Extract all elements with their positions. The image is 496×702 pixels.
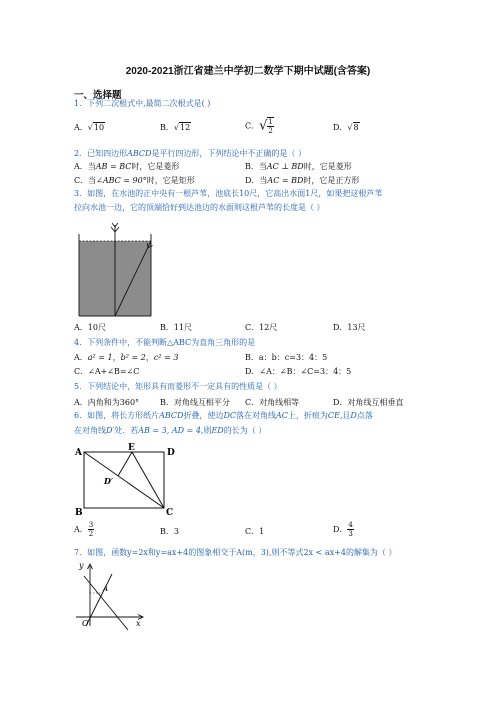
q7-math: 2x < ax+4 [303, 548, 346, 557]
diagonal-ac [84, 452, 164, 508]
q7-math: y=ax+4 [155, 548, 189, 557]
fold-line-ce [132, 452, 164, 508]
q4-option-a-math: c² = 3 [153, 353, 179, 362]
q2-option-a-letter: A．当 [74, 162, 96, 171]
q4-option-a-letter: A． [74, 353, 88, 362]
q1-option-d [333, 122, 360, 133]
q5-stem: 5．下列结论中，矩形具有而菱形不一定具有的性质是（ ） [74, 382, 282, 391]
q3-option-b: B．11尺 [160, 323, 193, 332]
segment-ed-prime [118, 452, 132, 476]
q6-math: AB = 3, AD = 4, [138, 426, 204, 435]
label-x: x [136, 619, 141, 628]
q1-option-a [74, 122, 105, 133]
q6-text: 且 [342, 411, 351, 420]
q1-option-c-letter: C． [245, 121, 260, 131]
page-title: 2020-2021浙江省建兰中学初二数学下期中试题(含答案) [125, 66, 371, 77]
q6-text: 折叠，使边 [183, 411, 224, 420]
q5-option-b: B．对角线互相平分 [160, 398, 230, 407]
q6-option-a-letter: A． [74, 525, 88, 534]
q7-text: 的图象相交于A(m，3),则不等式 [188, 548, 304, 557]
fraction-denominator: 2 [88, 530, 94, 538]
q5-option-a: A．内角和为360° [74, 398, 140, 407]
q2-option-d-math: AC = BD [267, 176, 304, 185]
q1-option-b-letter: B． [160, 123, 174, 132]
q6-option-c-value: 1 [259, 527, 265, 536]
q2-option-a-math: AB = BC [95, 162, 132, 171]
q4-option-a-math: a² = 1 [87, 353, 113, 362]
q6-math: ABCD [159, 411, 184, 420]
q7-math: y=2x [127, 548, 148, 557]
q3-option-a: A．10尺 [74, 323, 106, 332]
q6-text: 则 [203, 426, 212, 435]
q6-option-b [160, 526, 179, 537]
q4-option-c: C．∠A+∠B=∠C [74, 367, 140, 376]
q4-stem: 4．下列条件中，不能判断△ABC为直角三角形的是 [74, 338, 256, 347]
q6-text: 落在对角线 [235, 411, 276, 420]
q4-option-d: D．∠A：∠B：∠C=3：4：5 [245, 367, 352, 376]
fraction-denominator: 2 [268, 127, 273, 135]
q6-line2 [74, 426, 266, 436]
q4-option-b: B．a：b：c=3：4：5 [245, 353, 328, 362]
q3-line2: 拉向水池一边，它的顶端恰好到达池边的水面则这根芦苇的长度是（ ） [74, 203, 325, 212]
q2-option-c-tail: 时，它是矩形 [146, 176, 195, 185]
q5-option-d: D．对角线互相垂直 [333, 398, 404, 407]
q2-stem-text: 2．已知四边形 [74, 149, 128, 158]
q3-option-d: D．13尺 [333, 323, 366, 332]
q6-text: 上，折痕为 [287, 411, 328, 420]
q2-option-a-tail: 时，它是菱形 [131, 162, 180, 171]
q6-text: 的长为（ ） [223, 426, 267, 435]
q6-text: 处．若 [114, 426, 139, 435]
fraction-numerator: 1 [268, 118, 273, 126]
q6-option-b-letter: B． [160, 527, 174, 536]
q3-option-c: C．12尺 [245, 323, 278, 332]
q1-option-a-letter: A． [74, 123, 88, 132]
q2-stem [74, 149, 306, 159]
sqrt-symbol: √12 [173, 123, 191, 132]
q1-option-d-letter: D． [333, 123, 348, 132]
q2-option-c-math: ∠ABC = 90° [96, 176, 147, 185]
q6-option-a [74, 521, 94, 538]
q6-math: D [350, 411, 357, 420]
section-heading: 一、选择题 [74, 90, 122, 101]
q4-option-a: A．a² = 1，b² = 2，c² = 3 [74, 353, 179, 362]
q1-option-c: C．√ $\frac{1}{2}$ [245, 118, 273, 135]
q1-option-c-fraction [267, 117, 273, 135]
q2-option-c-letter: C．当 [74, 176, 97, 185]
q2-option-b-tail: 时，它是菱形 [303, 162, 352, 171]
q3-line1: 3．如图，在水池的正中央有一根芦苇，池底长10尺，它高出水面1尺，如果把这根芦苇 [74, 189, 383, 198]
q1-option-d-radicand: 8 [353, 123, 359, 132]
q7-stem [74, 548, 396, 558]
q6-text: 点落 [356, 411, 373, 420]
q6-option-d [333, 521, 354, 538]
q6-math: AC [275, 411, 288, 420]
q6-rectangle-figure [72, 442, 176, 518]
q2-option-c [74, 175, 195, 186]
q6-option-c-letter: C． [245, 527, 260, 536]
q6-math: D′ [106, 426, 115, 435]
q2-option-b [245, 161, 352, 172]
label-d-prime: D′ [104, 476, 114, 486]
label-e: E [128, 443, 135, 453]
q2-shape: ABCD [127, 149, 152, 158]
q2-option-d-tail: 时，它是正方形 [303, 176, 360, 185]
q7-text: 7．如图，函数 [74, 548, 128, 557]
q6-math: ED [211, 426, 224, 435]
label-a: A [103, 585, 109, 593]
q3-pool-figure [74, 222, 160, 322]
q7-text: 的解集为（ ） [345, 548, 397, 557]
q6-math: CE, [327, 411, 343, 420]
q7-graph-figure [70, 560, 150, 632]
fraction-denominator: 3 [348, 530, 353, 538]
label-d: D [167, 448, 175, 458]
q6-text: 6．如图，将长方形纸片 [74, 411, 160, 420]
q5-option-c: C．对角线相等 [245, 398, 300, 407]
sqrt-symbol: √10 [87, 123, 105, 132]
q6-option-a-fraction [88, 521, 94, 538]
label-a: A [75, 448, 82, 458]
q2-option-d [245, 175, 359, 186]
q2-option-d-letter: D．当 [245, 176, 268, 185]
q1-option-b [160, 122, 191, 133]
q6-option-d-letter: D． [333, 525, 348, 534]
q6-text: 在对角线 [74, 426, 106, 435]
q6-option-c [245, 526, 264, 537]
q2-option-b-math: AC ⊥ BD [266, 162, 304, 171]
q2-stem-text: 是平行四边形，下列结论中不正确的是（ ） [151, 149, 306, 158]
q2-option-a [74, 161, 179, 172]
fraction-numerator: 3 [88, 521, 94, 529]
label-b: B [75, 508, 83, 518]
label-c: C [166, 508, 174, 518]
sqrt-symbol: √8 [347, 123, 359, 132]
q1-stem: 1．下列二次根式中,最简二次根式是( ) [74, 99, 211, 108]
q6-option-b-value: 3 [173, 527, 179, 536]
q7-text: 和 [147, 548, 156, 557]
q6-math: DC [223, 411, 236, 420]
q2-option-b-letter: B．当 [245, 162, 267, 171]
label-origin: O [82, 619, 89, 628]
q6-option-d-fraction [347, 521, 353, 538]
label-y: y [79, 561, 84, 570]
q1-option-a-radicand: 10 [93, 123, 105, 132]
q4-option-a-math: b² = 2 [120, 353, 146, 362]
fraction-numerator: 4 [348, 521, 353, 529]
q6-line1 [74, 411, 373, 421]
q1-option-b-radicand: 12 [180, 123, 191, 132]
